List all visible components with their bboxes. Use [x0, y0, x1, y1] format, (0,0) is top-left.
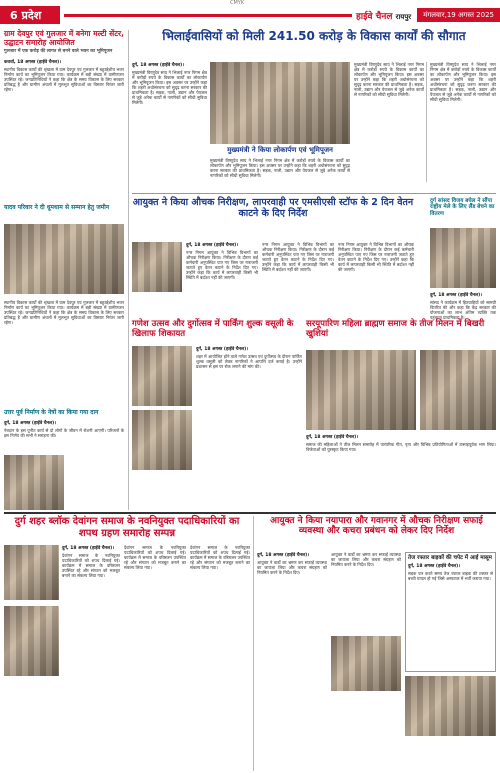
left-filler — [4, 300, 124, 410]
main-mid-col1 — [186, 242, 258, 317]
bottom-left-photo-2 — [4, 606, 59, 676]
main-top-col4 — [430, 62, 496, 182]
column-rule — [128, 30, 129, 510]
story-headline: आयुक्त ने किया नयापारा और गवानगर में औचक निरीक्षण सफाई व्यवस्था और कचरा प्रबंधन को लेकर दिए निर्देश — [270, 516, 483, 537]
masthead-title: हाईवे चैनल — [355, 11, 393, 22]
main-photo-caption: मुख्यमंत्री ने किया लोकार्पण एवं भूमिपूजन — [227, 146, 333, 154]
bottom-box-story — [405, 552, 496, 672]
byline: दुर्ग, 18 अगस्त (हाईवे चैनल)। — [4, 420, 56, 426]
right-photo — [430, 228, 496, 288]
bottom-right-story — [257, 516, 496, 537]
page-header — [0, 6, 500, 24]
band-photo — [132, 346, 192, 406]
mid-band-body — [196, 346, 302, 506]
story-body: नगर निगम आयुक्त ने विभिन्न विभागों का औचक निरीक्षण किया। निरीक्षण के दौरान कई कर्मचारी अनुपस्थित पाए गए जिस पर नाराजगी जताते हुए वेतन काटने के निर्देश दिए गए। उन्होंने कहा कि कार्य में लापरवाही किसी भी स्थिति में बर्दाश्त नहीं की जाएगी। — [186, 250, 258, 280]
main-mid-story — [132, 198, 414, 220]
story-headline: यादव परिवार ने दी धूमधाम से सम्मान हेतु जमीन — [4, 204, 110, 211]
left-low-photo — [4, 455, 64, 510]
column-rule — [253, 516, 254, 771]
story-body: मुख्यमंत्री विष्णुदेव साय ने भिलाई नगर निगम क्षेत्र में करोड़ों रुपये के विकास कार्यों का लोकार्पण और भूमिपूजन किया। इस अवसर पर उन्होंने कहा कि शहरी अधोसंरचना को सुदृढ़ करना सरकार की प्राथमिकता है। सड़क, नाली, उद्यान और पेयजल से जुड़े अनेक कार्यों से नागरिकों को सीधी सुविधा मिलेगी। — [132, 70, 207, 105]
bottom-rule — [4, 512, 496, 514]
right-mid-body — [306, 434, 496, 510]
story-headline: दुर्ग शहर ब्लॉक देवांगन समाज के नवनियुक्त पदाधिकारियों का शपथ ग्रहण समारोह सम्पन्न — [14, 516, 240, 539]
main-photo — [210, 62, 350, 144]
story-body: सड़क पार करते समय तेज रफ्तार बाइक की टक्कर से बच्ची घायल हो गई जिसे अस्पताल में भर्ती कराया गया। — [408, 571, 493, 582]
story-body: नगर निगम आयुक्त ने विभिन्न विभागों का औचक निरीक्षण किया। निरीक्षण के दौरान कई कर्मचारी अनुपस्थित पाए गए जिस पर नाराजगी जताते हुए वेतन काटने के निर्देश दिए गए। उन्होंने कहा कि कार्य में लापरवाही किसी भी स्थिति में बर्दाश्त नहीं की जाएगी। — [338, 242, 414, 272]
byline: दुर्ग, 18 अगस्त (हाईवे चैनल)। — [196, 347, 248, 352]
byline: कवर्धा, 18 अगस्त (हाईवे चैनल)। — [4, 59, 61, 65]
mid-band-story — [132, 320, 302, 340]
main-top-col3 — [354, 62, 424, 180]
bottom-right-col1 — [257, 552, 327, 767]
story-headline: सरयूपारिण महिला ब्राह्मण समाज के तीज मिलन में बिखरी खुशियां — [306, 319, 485, 339]
bottom-box-photo — [405, 676, 496, 736]
story-body: नगर निगम आयुक्त ने विभिन्न विभागों का औचक निरीक्षण किया। निरीक्षण के दौरान कई कर्मचारी अनुपस्थित पाए गए जिस पर नाराजगी जताते हुए वेतन काटने के निर्देश दिए गए। उन्होंने कहा कि कार्य में लापरवाही किसी भी स्थिति में बर्दाश्त नहीं की जाएगी। — [262, 242, 334, 272]
story-body: देवांगन समाज के नवनियुक्त पदाधिकारियों को शपथ दिलाई गई। कार्यक्रम में समाज के वरिष्ठजन उपस्थित रहे और संगठन को मजबूत बनाने का संकल्प लिया गया। — [190, 545, 250, 570]
bottom-right-col2 — [331, 552, 401, 632]
main-top-col1 — [132, 62, 207, 182]
right-top-story — [430, 198, 496, 217]
main-top-col2 — [210, 158, 350, 190]
header-rule — [64, 14, 352, 17]
story-body: मुख्यमंत्री विष्णुदेव साय ने भिलाई नगर निगम क्षेत्र में करोड़ों रुपये के विकास कार्यों का लोकार्पण और भूमिपूजन किया। इस अवसर पर उन्होंने कहा कि शहरी अधोसंरचना को सुदृढ़ करना सरकार की प्राथमिकता है। सड़क, नाली, उद्यान और पेयजल से जुड़े अनेक कार्यों से नागरिकों को सीधी सुविधा मिलेगी। — [354, 62, 424, 97]
right-mid-story — [306, 320, 496, 340]
byline: दुर्ग, 18 अगस्त (हाईवे चैनल)। — [132, 63, 184, 68]
main-mid-col3 — [338, 242, 414, 317]
story-body: आयुक्त ने वार्डों का भ्रमण कर सफाई व्यवस्था का जायजा लिया और कचरा संग्रहण को नियमित करने के निर्देश दिए। — [257, 560, 327, 575]
bottom-left-story — [4, 516, 250, 539]
byline: दुर्ग, 18 अगस्त (हाईवे चैनल)। — [306, 435, 358, 440]
story-body: देवांगन समाज के नवनियुक्त पदाधिकारियों को शपथ दिलाई गई। कार्यक्रम में समाज के वरिष्ठजन उपस्थित रहे और संगठन को मजबूत बनाने का संकल्प लिया गया। — [124, 545, 186, 570]
issue-date: मंगलवार,19 अगस्त 2025 — [417, 8, 500, 22]
teej-photo — [306, 350, 416, 430]
story-body: देवांगन समाज के नवनियुक्त पदाधिकारियों को शपथ दिलाई गई। कार्यक्रम में समाज के वरिष्ठजन उपस्थित रहे और संगठन को मजबूत बनाने का संकल्प लिया गया। — [62, 553, 120, 578]
story-headline: तेज रफ्तार बाइकों की चपेट में आई मासूम — [408, 555, 492, 561]
teej-photo-2 — [420, 350, 496, 430]
byline: दुर्ग, 18 अगस्त (हाईवे चैनल)। — [186, 243, 238, 248]
section-rule — [132, 193, 496, 194]
story-headline: उत्तर पूर्व निर्माण के नेत्रों का किया गया दान — [4, 409, 99, 416]
story-body: मुख्यमंत्री विष्णुदेव साय ने भिलाई नगर निगम क्षेत्र में करोड़ों रुपये के विकास कार्यों का लोकार्पण और भूमिपूजन किया। इस अवसर पर उन्होंने कहा कि शहरी अधोसंरचना को सुदृढ़ करना सरकार की प्राथमिकता है। सड़क, नाली, उद्यान और पेयजल से जुड़े अनेक कार्यों से नागरिकों को सीधी सुविधा मिलेगी। — [430, 62, 496, 102]
left-mid-story — [4, 205, 124, 212]
bottom-left-photo — [4, 545, 59, 600]
story-headline: भिलाईवासियों को मिली 241.50 करोड़ के विकास कार्यों की सौगात — [162, 29, 466, 43]
bottom-right-photo — [331, 636, 401, 691]
story-body: नेत्रदान के इस पुनीत कार्य से दो लोगों के जीवन में रोशनी आएगी। परिजनों के इस निर्णय की सभी ने सराहना की। — [4, 427, 124, 438]
story-body: आयुक्त ने वार्डों का भ्रमण कर सफाई व्यवस्था का जायजा लिया और कचरा संग्रहण को नियमित करने के निर्देश दिए। — [331, 552, 401, 567]
story-body: मुख्यमंत्री विष्णुदेव साय ने भिलाई नगर निगम क्षेत्र में करोड़ों रुपये के विकास कार्यों का लोकार्पण और भूमिपूजन किया। इस अवसर पर उन्होंने कहा कि शहरी अधोसंरचना को सुदृढ़ करना सरकार की प्राथमिकता है। सड़क, नाली, उद्यान और पेयजल से जुड़े अनेक कार्यों से नागरिकों को सीधी सुविधा मिलेगी। — [210, 158, 350, 178]
story-body: समाज की महिलाओं ने तीज मिलन समारोह में पारंपरिक गीत, नृत्य और विभिन्न प्रतियोगिताओं में उत्साहपूर्वक भाग लिया। विजेताओं को पुरस्कृत किया गया। — [306, 442, 496, 452]
page-number: 6 — [10, 8, 18, 22]
story-subhead: गुलजार में एक करोड़ की लागत से बनने वाले भवन का भूमिपूजन — [4, 49, 113, 55]
story-body: शहर में आयोजित होने वाले गणेश उत्सव एवं दुर्गोत्सव के दौरान पार्किंग शुल्क वसूली को लेकर नागरिकों ने आपत्ति दर्ज कराई है। उन्होंने प्रशासन से इस पर रोक लगाने की मांग की। — [196, 354, 302, 369]
main-top-story — [132, 30, 496, 44]
column-rule — [426, 62, 427, 182]
story-body: स्थानीय विकास कार्यों की श्रृंखला में ग्राम देवपुर एवं गुलजार में बहुउद्देशीय भवन निर्माण कार्य का भूमिपूजन किया गया। कार्यक्रम में बड़ी संख्या में ग्रामीणजन उपस्थित रहे। जनप्रतिनिधियों ने कहा कि क्षेत्र के समग्र विकास के लिए सरकार प्रतिबद्ध है और ग्रामीण अंचलों में मूलभूत सुविधाओं का विस्तार निरंतर जारी रहेगा। — [4, 300, 124, 325]
mid-photo-small — [132, 242, 182, 292]
left-top-story — [4, 30, 124, 92]
masthead — [356, 9, 411, 22]
cmyk-mark: CMYK — [230, 0, 245, 6]
band-photo-2 — [132, 410, 192, 470]
story-body: स्थानीय विकास कार्यों की श्रृंखला में ग्राम देवपुर एवं गुलजार में बहुउद्देशीय भवन निर्माण कार्य का भूमिपूजन किया गया। कार्यक्रम में बड़ी संख्या में ग्रामीणजन उपस्थित रहे। जनप्रतिनिधियों ने कहा कि क्षेत्र के समग्र विकास के लिए सरकार प्रतिबद्ध है और ग्रामीण अंचलों में मूलभूत सुविधाओं का विस्तार निरंतर जारी रहेगा। — [4, 66, 124, 92]
bottom-left-col3 — [190, 545, 250, 770]
left-low-story — [4, 410, 124, 438]
byline: दुर्ग, 18 अगस्त (हाईवे चैनल)। — [257, 553, 309, 558]
left-photo — [4, 224, 124, 294]
section-name: प्रदेश — [21, 8, 42, 22]
bottom-left-col2 — [124, 545, 186, 770]
bottom-left-col1 — [62, 545, 120, 770]
masthead-city: रायपुर — [395, 12, 412, 21]
story-headline: गणेश उत्सव और दुर्गोत्सव में पार्किंग शुल्क वसूली के खिलाफ शिकायत — [132, 319, 294, 339]
byline: दुर्ग, 18 अगस्त (हाईवे चैनल)। — [62, 546, 114, 551]
byline: दुर्ग, 18 अगस्त (हाईवे चैनल)। — [430, 293, 482, 298]
story-headline: आयुक्त ने किया औचक निरीक्षण, लापरवाही पर एमसीएसी स्टॉफ के 2 दिन वेतन काटने के दिए निर्देश — [132, 197, 414, 219]
main-mid-col2 — [262, 242, 334, 317]
story-headline: दुर्ग सांसद विजय बघेल ने सौंपा राष्ट्रीय मेले के लिए लैंड बेचने का वितरण — [430, 198, 495, 217]
page-label — [0, 6, 60, 24]
byline: दुर्ग, 18 अगस्त (हाईवे चैनल)। — [408, 564, 460, 570]
story-body: सांसद ने कार्यक्रम में हितग्राहियों को सामग्री वितरित की और कहा कि केंद्र सरकार की योजनाओं का लाभ अंतिम व्यक्ति तक पहुंचाना प्राथमिकता है। — [430, 300, 496, 320]
story-headline: ग्राम देवपुर एवं गुलजार में बनेगा मल्टी सेंटर, उद्घाटन समारोह आयोजित — [4, 29, 124, 47]
